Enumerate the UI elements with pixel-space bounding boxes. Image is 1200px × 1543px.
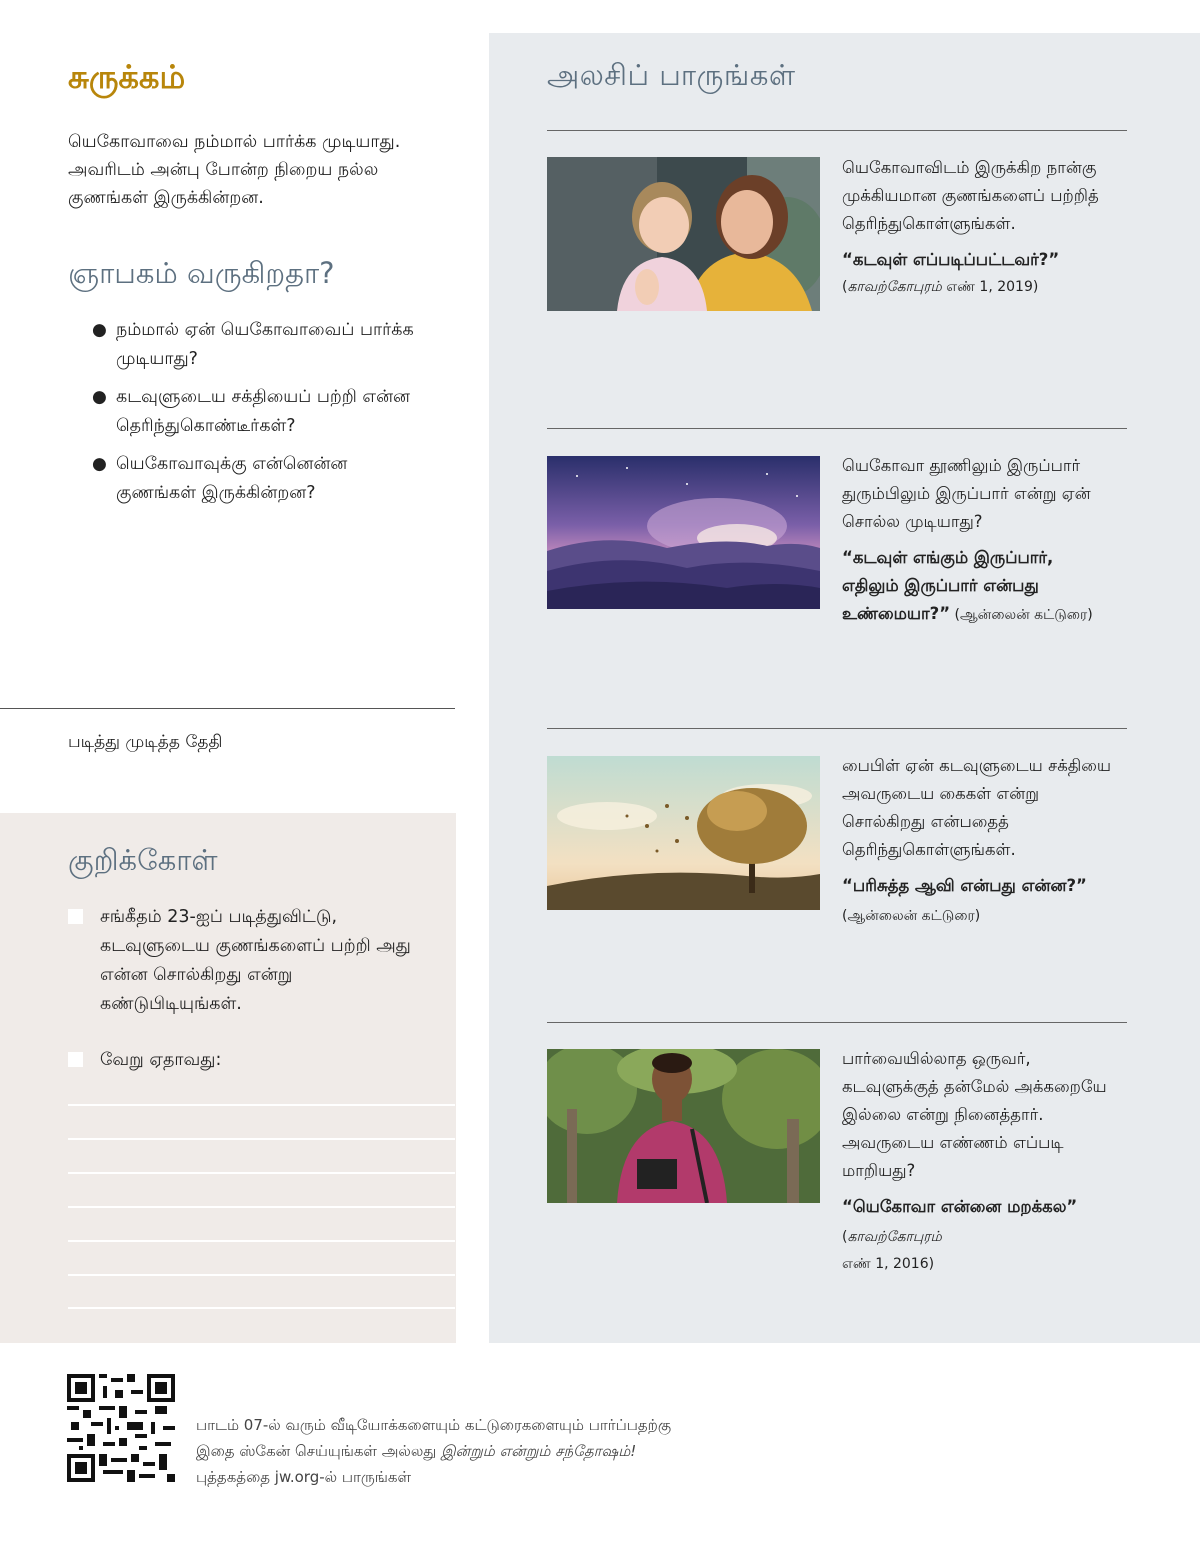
write-in-line[interactable] <box>68 1206 455 1208</box>
qr-code-icon[interactable] <box>67 1374 175 1482</box>
goal-item-text: வேறு ஏதாவது: <box>100 1050 222 1070</box>
bullet-icon: ● <box>92 387 107 407</box>
write-in-line[interactable] <box>68 1274 455 1276</box>
windblown-tree-image[interactable] <box>547 756 820 910</box>
date-completed-label: படித்து முடித்த தேதி <box>68 732 223 752</box>
review-item: ● யெகோவாவுக்கு என்னென்ன குணங்கள் இருக்கின்றன? <box>92 450 432 508</box>
write-in-line[interactable] <box>68 1240 455 1242</box>
explore-item-3 <box>842 752 1112 930</box>
date-divider <box>0 708 455 709</box>
item-description: பார்வையில்லாத ஒருவர், கடவுளுக்குத் தன்மேல் அக்கறையே இல்லை என்று நினைத்தார். அவருடைய எண்ணம் எப்படி மாறியது? <box>842 1049 1107 1180</box>
article-link[interactable]: “பரிசுத்த ஆவி என்பது என்ன?” <box>842 876 1087 895</box>
bullet-icon: ● <box>92 320 107 340</box>
item-description: யெகோவாவிடம் இருக்கிற நான்கு முக்கியமான குணங்களைப் பற்றித் தெரிந்துகொள்ளுங்கள். <box>842 158 1099 233</box>
write-in-line[interactable] <box>68 1104 455 1106</box>
explore-item-2 <box>842 452 1112 629</box>
book-title[interactable]: இன்றும் என்றும் சந்தோஷம்! <box>441 1442 637 1460</box>
item-divider <box>547 1022 1127 1023</box>
summary-title: சுருக்கம் <box>68 58 186 96</box>
summary-text: யெகோவாவை நம்மால் பார்க்க முடியாது. அவரிடம் அன்பு போன்ற நிறைய நல்ல குணங்கள் இருக்கின்றன. <box>68 132 401 208</box>
goal-item <box>68 903 428 1019</box>
goal-checkbox[interactable] <box>68 909 83 924</box>
item-description: யெகோவா தூணிலும் இருப்பார் துரும்பிலும் இருப்பார் என்று ஏன் சொல்ல முடியாது? <box>842 456 1091 531</box>
item-divider <box>547 428 1127 429</box>
bullet-icon: ● <box>92 454 107 474</box>
mountain-sunrise-image[interactable] <box>547 456 820 609</box>
item-source: (காவற்கோபுரம் <box>842 1229 942 1245</box>
article-link[interactable]: “கடவுள் எங்கும் இருப்பார், எதிலும் இருப்பார் என்பது உண்மையா?” <box>842 548 1054 623</box>
review-title: ஞாபகம் வருகிறதா? <box>68 256 335 290</box>
review-item: ● கடவுளுடைய சக்தியைப் பற்றி என்ன தெரிந்துகொண்டீர்கள்? <box>92 383 432 441</box>
item-source: (காவற்கோபுரம் எண் 1, 2019) <box>842 279 1039 295</box>
footer-text: பாடம் 07-ல் வரும் வீடியோக்களையும் கட்டுரைகளையும் பார்ப்பதற்கு இதை ஸ்கேன் செய்யுங்கள் அல்லது இன்றும் என்றும் சந்தோஷம்! புத்தகத்தை jw.org-ல் பாருங்கள் <box>196 1416 672 1486</box>
item-source: (ஆன்லைன் கட்டுரை) <box>950 607 1093 623</box>
explore-item-4 <box>842 1045 1112 1277</box>
item-source-cont: எண் 1, 2016) <box>842 1256 935 1272</box>
explore-item-1 <box>842 154 1112 300</box>
mother-child-photo[interactable] <box>547 157 820 311</box>
write-in-line[interactable] <box>68 1172 455 1174</box>
article-link[interactable]: “கடவுள் எப்படிப்பட்டவர்?” <box>842 250 1060 269</box>
item-source: (ஆன்லைன் கட்டுரை) <box>842 908 981 924</box>
goal-item-other <box>68 1046 428 1075</box>
goal-panel <box>0 813 456 1343</box>
write-in-line[interactable] <box>68 1138 455 1140</box>
explore-title: அலசிப் பாருங்கள் <box>547 58 796 92</box>
article-link[interactable]: “யெகோவா என்னை மறக்கல” <box>842 1197 1078 1216</box>
item-description: பைபிள் ஏன் கடவுளுடைய சக்தியை அவருடைய கைகள் என்று சொல்கிறது என்பதைத் தெரிந்துகொள்ளுங்கள். <box>842 756 1112 859</box>
write-in-line[interactable] <box>68 1307 455 1309</box>
goal-checkbox[interactable] <box>68 1052 83 1067</box>
item-divider <box>547 728 1127 729</box>
review-list <box>92 316 432 517</box>
goal-title: குறிக்கோள் <box>68 843 218 877</box>
item-divider <box>547 130 1127 131</box>
goal-item-text: சங்கீதம் 23-ஐப் படித்துவிட்டு, கடவுளுடைய குணங்களைப் பற்றி அது என்ன சொல்கிறது என்று கண்டுபிடியுங்கள். <box>100 907 411 1014</box>
review-item: ● நம்மால் ஏன் யெகோவாவைப் பார்க்க முடியாது? <box>92 316 432 374</box>
man-portrait-photo[interactable] <box>547 1049 820 1203</box>
